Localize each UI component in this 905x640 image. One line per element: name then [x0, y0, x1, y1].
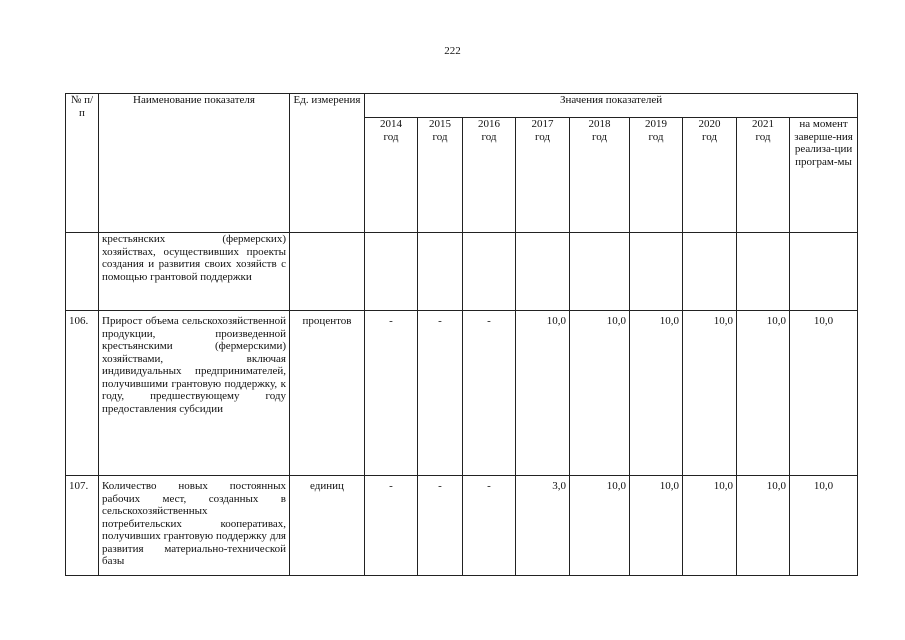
row-number-cell: 106.	[66, 311, 99, 476]
header-year-cell	[418, 118, 463, 233]
header-year-cell	[463, 118, 516, 233]
row-value-cell	[516, 233, 570, 311]
header-year-number: 2016	[478, 118, 500, 130]
row-value-cell: 10,0	[570, 311, 630, 476]
row-final-value-cell: 10,0	[790, 311, 858, 476]
row-value-cell: 10,0	[737, 476, 790, 576]
table-row	[66, 311, 858, 476]
row-value-cell: 10,0	[737, 311, 790, 476]
header-year-suffix: год	[648, 130, 664, 143]
header-year-cell	[737, 118, 790, 233]
row-final-value-cell	[790, 233, 858, 311]
row-value-cell	[463, 233, 516, 311]
row-value-cell	[570, 233, 630, 311]
row-number-cell	[66, 233, 99, 311]
row-value-cell: 10,0	[630, 476, 683, 576]
header-num-cell: № п/п	[66, 94, 99, 233]
row-value-cell: -	[365, 311, 418, 476]
row-value-cell: 10,0	[630, 311, 683, 476]
row-value-cell: 10,0	[570, 476, 630, 576]
row-value-cell	[683, 233, 737, 311]
row-value-cell	[737, 233, 790, 311]
header-year-suffix: год	[383, 130, 399, 143]
page-number: 222	[444, 45, 461, 57]
table-row	[66, 476, 858, 576]
row-value-cell: -	[463, 476, 516, 576]
header-year-suffix: год	[534, 130, 551, 143]
row-value-cell: -	[418, 476, 463, 576]
header-year-suffix: год	[701, 130, 718, 143]
row-value-cell: -	[463, 311, 516, 476]
row-value-cell	[630, 233, 683, 311]
header-row-group	[66, 94, 858, 118]
row-unit-cell	[290, 233, 365, 311]
header-year-number: 2021	[752, 118, 774, 130]
header-year-number: 2017	[531, 118, 554, 130]
header-year-cell	[683, 118, 737, 233]
header-year-number: 2018	[588, 118, 611, 130]
row-unit-cell: процентов	[290, 311, 365, 476]
row-name-cell: Прирост объема сельскохозяйственной продукции, произведенной крестьянскими (фермерскими) хозяйствами, включая индивидуальных предпринимателей, получившими грантовую поддержку, к году, предшествующему году предоставления субсидии	[99, 311, 290, 476]
row-number-cell: 107.	[66, 476, 99, 576]
header-year-number: 2020	[698, 118, 721, 130]
row-name-cell: Количество новых постоянных рабочих мест, созданных в сельскохозяйственных потребительских кооперативах, получивших грантовую поддержку для развития материально-технической базы	[99, 476, 290, 576]
header-year-cell	[570, 118, 630, 233]
indicators-table	[65, 93, 858, 576]
header-final-cell: на момент заверше-ния реализа-ции програм-мы	[790, 118, 858, 233]
header-year-suffix: год	[755, 130, 771, 143]
table-row	[66, 233, 858, 311]
header-year-cell	[630, 118, 683, 233]
header-year-number: 2019	[645, 118, 667, 130]
header-year-number: 2014	[380, 118, 402, 130]
header-year-suffix: год	[481, 130, 497, 143]
row-value-cell: 10,0	[683, 311, 737, 476]
row-final-value-cell: 10,0	[790, 476, 858, 576]
row-value-cell: 3,0	[516, 476, 570, 576]
header-name-cell: Наименование показателя	[99, 94, 290, 233]
header-year-suffix: год	[432, 130, 448, 143]
header-unit-cell: Ед. измерения	[290, 94, 365, 233]
row-unit-cell: единиц	[290, 476, 365, 576]
row-value-cell	[418, 233, 463, 311]
row-value-cell	[365, 233, 418, 311]
row-value-cell: 10,0	[516, 311, 570, 476]
row-value-cell: -	[418, 311, 463, 476]
header-values-group: Значения показателей	[365, 94, 858, 118]
row-value-cell: -	[365, 476, 418, 576]
header-year-cell	[516, 118, 570, 233]
row-name-cell: крестьянских (фермерских) хозяйствах, осуществивших проекты создания и развития своих хозяйств с помощью грантовой поддержки	[99, 233, 290, 311]
row-value-cell: 10,0	[683, 476, 737, 576]
header-year-suffix: год	[591, 130, 608, 143]
header-year-cell	[365, 118, 418, 233]
header-year-number: 2015	[429, 118, 451, 130]
